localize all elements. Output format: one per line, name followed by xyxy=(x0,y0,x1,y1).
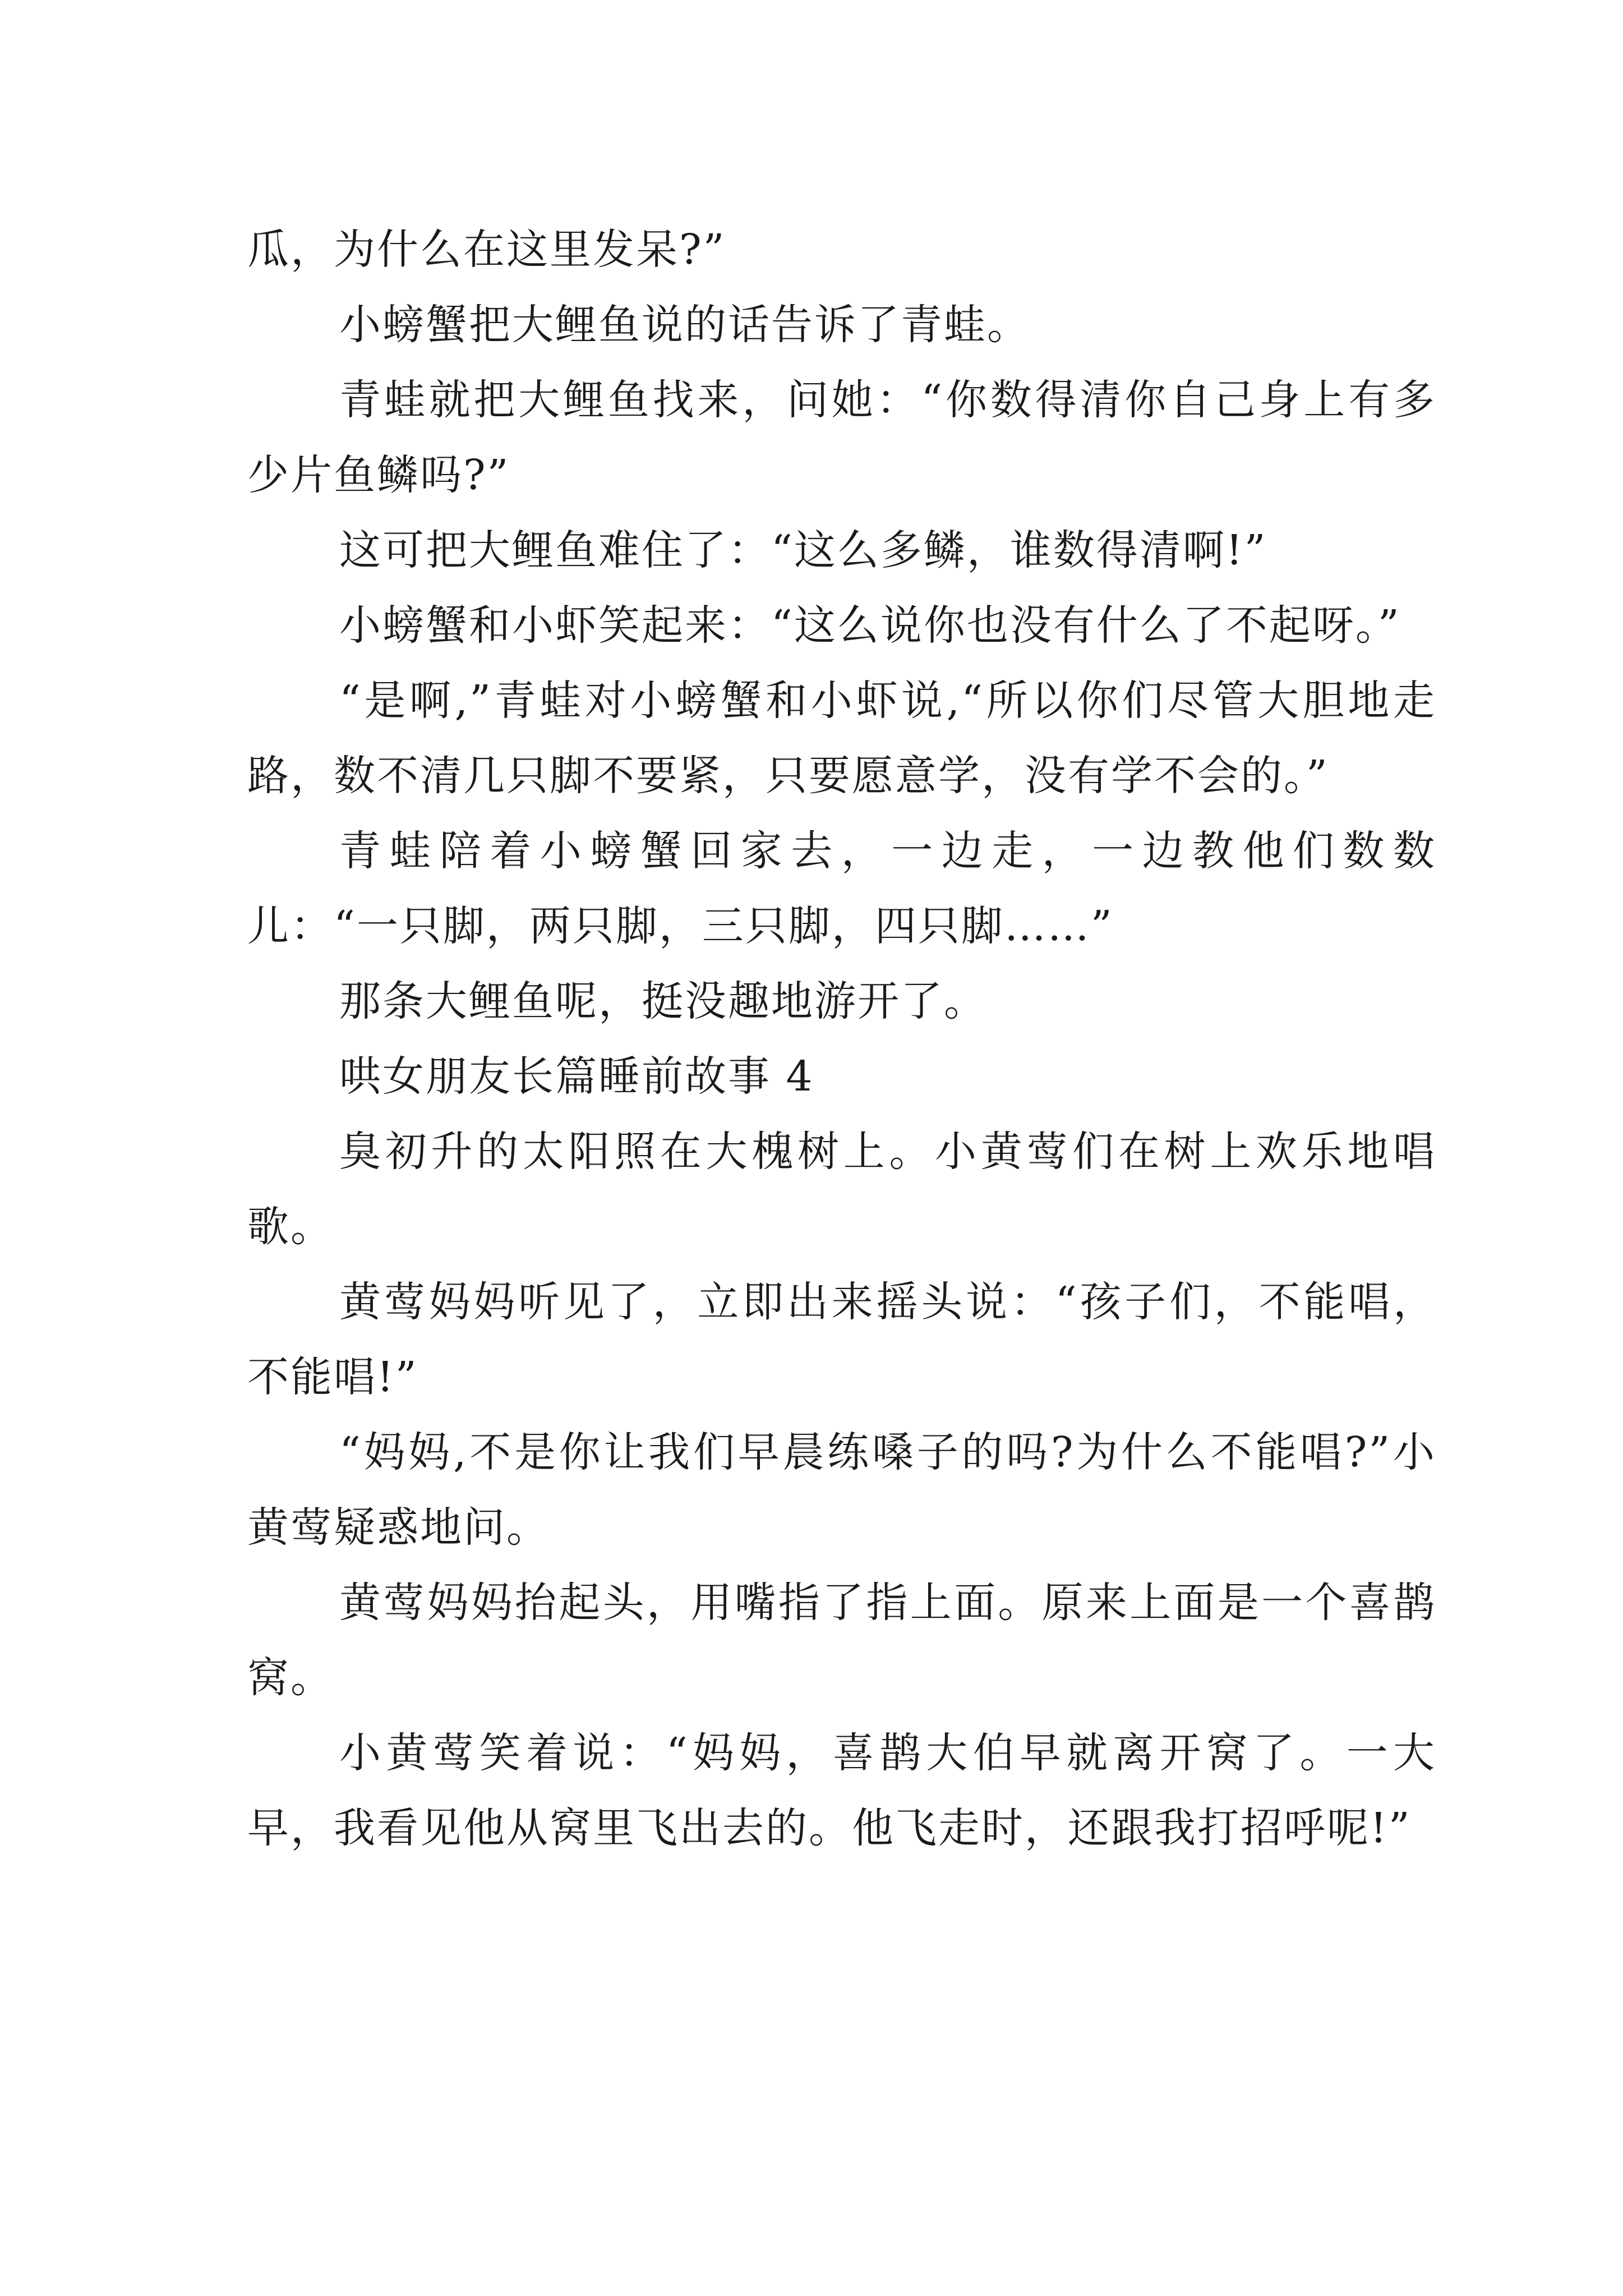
paragraph-2: 小螃蟹把大鲤鱼说的话告诉了青蛙。 xyxy=(339,301,1030,349)
paragraph-3: 青蛙就把大鲤鱼找来，问她：“你数得清你自己身上有多少片鱼鳞吗?” xyxy=(247,376,1436,499)
paragraph-13: 黄莺妈妈抬起头，用嘴指了指上面。原来上面是一个喜鹊窝。 xyxy=(247,1579,1436,1702)
story-heading: 哄女朋友长篇睡前故事 4 xyxy=(339,1052,814,1101)
paragraph-11: 黄莺妈妈听见了，立即出来摇头说：“孩子们，不能唱，不能唱!” xyxy=(247,1278,1436,1401)
paragraph-7: 青蛙陪着小螃蟹回家去，一边走，一边教他们数数儿：“一只脚，两只脚，三只脚，四只脚……” xyxy=(247,827,1436,950)
paragraph-14: 小黄莺笑着说：“妈妈，喜鹊大伯早就离开窝了。一大早，我看见他从窝里飞出去的。他飞走时，还跟我打招呼呢!” xyxy=(247,1729,1436,1852)
paragraph-12: “妈妈,不是你让我们早晨练嗓子的吗?为什么不能唱?”小黄莺疑惑地问。 xyxy=(247,1428,1436,1552)
paragraph-10: 臭初升的太阳照在大槐树上。小黄莺们在树上欢乐地唱歌。 xyxy=(247,1128,1436,1251)
paragraph-6: “是啊,”青蛙对小螃蟹和小虾说,“所以你们尽管大胆地走路，数不清几只脚不要紧，只要愿意学，没有学不会的。” xyxy=(247,677,1436,800)
paragraph-1: 瓜，为什么在这里发呆?” xyxy=(247,226,726,274)
paragraph-8: 那条大鲤鱼呢，挺没趣地游开了。 xyxy=(339,977,987,1025)
paragraph-5: 小螃蟹和小虾笑起来：“这么说你也没有什么了不起呀。” xyxy=(339,601,1401,650)
paragraph-4: 这可把大鲤鱼难住了：“这么多鳞，谁数得清啊!” xyxy=(339,526,1267,574)
story-text xyxy=(247,212,1436,1866)
